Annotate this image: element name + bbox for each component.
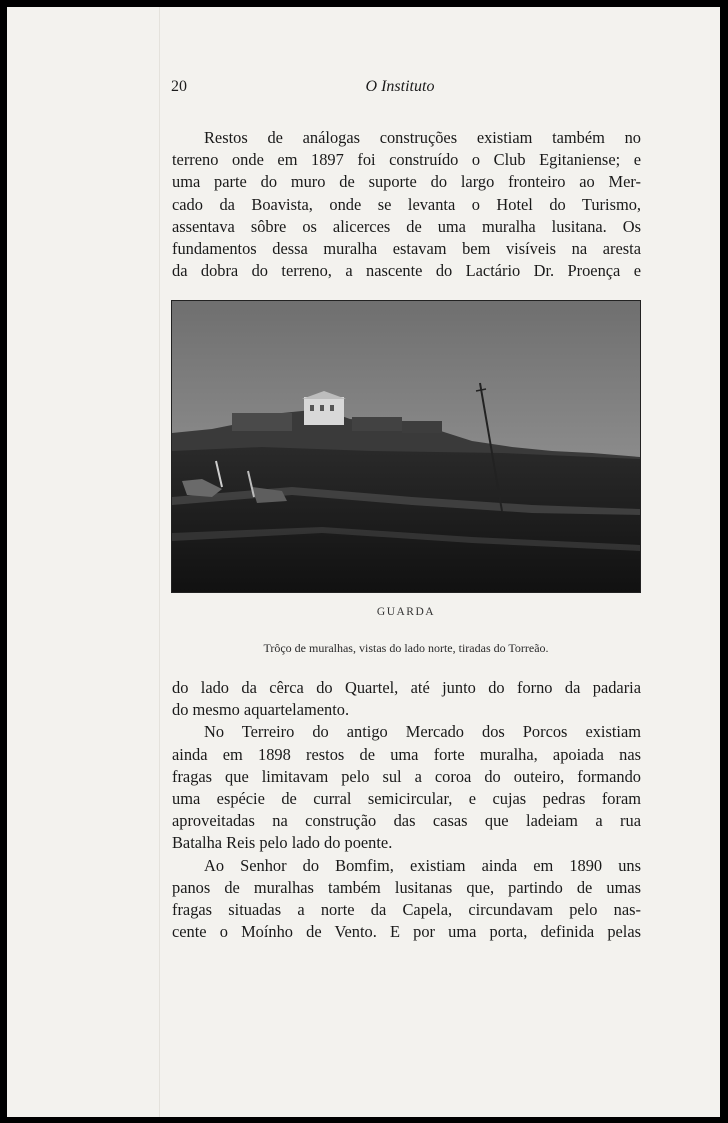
text-line: fragas que limitavam pelo sul a coroa do outeiro, formando [172, 766, 641, 786]
page-fold-shadow [159, 7, 160, 1117]
paragraph-walls-boavista [172, 127, 641, 282]
text-line: cado da Boavista, onde se levanta o Hotel do Turismo, [172, 194, 641, 214]
figure-caption-text: Trôço de muralhas, vistas do lado norte, tiradas do Torreão. [263, 641, 549, 655]
text-line: fragas situadas a norte da Capela, circundavam pelo nas- [172, 900, 641, 920]
text-line: uma espécie de curral semicircular, e cujas pedras foram [172, 789, 641, 809]
text-line: panos de muralhas também lusitanas que, partindo de umas [172, 877, 641, 897]
page-header [165, 76, 635, 100]
text-line: cente o Moínho de Vento. E por uma porta, definida pelas [172, 922, 641, 942]
paragraph-bomfim [172, 855, 641, 944]
text-line: do mesmo aquartelamento. [172, 700, 350, 720]
paragraph-terreiro [172, 721, 641, 854]
text-line: terreno onde em 1897 foi construído o Club Egitaniense; e [172, 150, 641, 170]
photograph-guarda-walls [171, 300, 641, 593]
text-line: Restos de análogas construções existiam também no [204, 128, 641, 147]
page-number: 20 [171, 78, 187, 95]
photo-illustration [172, 301, 640, 592]
text-line: da dobra do terreno, a nascente do Lactário Dr. Proença e [172, 261, 641, 281]
text-line: uma parte do muro de suporte do largo fronteiro ao Mer- [172, 172, 641, 192]
text-line: No Terreiro do antigo Mercado dos Porcos existiam [204, 722, 641, 742]
text-line: ainda em 1898 restos de uma forte muralha, apoiada nas [172, 744, 641, 764]
body-text-continued [172, 677, 641, 943]
text-line: do lado da cêrca do Quartel, até junto do forno da padaria [172, 678, 641, 697]
text-line: fundamentos dessa muralha estavam bem visíveis na aresta [172, 239, 641, 259]
figure-caption-title: GUARDA [376, 606, 436, 618]
text-line: assentava sôbre os alicerces de uma muralha lusitana. Os [172, 216, 641, 236]
text-line: Batalha Reis pelo lado do poente. [172, 833, 393, 853]
running-title: O Instituto [365, 78, 435, 95]
paragraph-quartel [172, 677, 641, 721]
text-line: aproveitadas na construção das casas que ladeiam a rua [172, 811, 641, 831]
text-line: Ao Senhor do Bomfim, existiam ainda em 1890 uns [204, 855, 641, 875]
